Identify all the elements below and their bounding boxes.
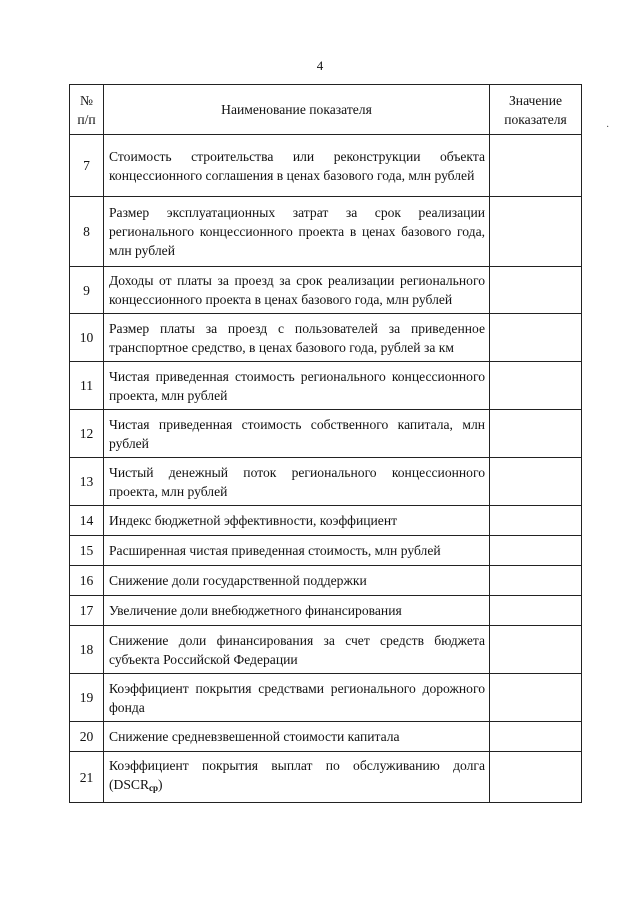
margin-mark: · [606, 122, 610, 133]
table-row [70, 674, 582, 722]
row-number: 19 [70, 674, 104, 722]
row-indicator-value [490, 458, 582, 506]
row-indicator-value [490, 506, 582, 536]
row-indicator-value [490, 267, 582, 314]
row-number: 7 [70, 135, 104, 197]
row-indicator-name: Снижение доли финансирования за счет средств бюджета субъекта Российской Федерации [104, 626, 490, 674]
header-indicator-value: Значение показателя [490, 85, 582, 135]
row-indicator-value [490, 135, 582, 197]
row-number: 13 [70, 458, 104, 506]
table-row [70, 722, 582, 752]
row-indicator-name: Индекс бюджетной эффективности, коэффициент [104, 506, 490, 536]
row-number: 12 [70, 410, 104, 458]
page-number: 4 [316, 58, 324, 73]
table-row [70, 314, 582, 362]
row-indicator-name: Коэффициент покрытия средствами регионального дорожного фонда [104, 674, 490, 722]
table-row [70, 596, 582, 626]
row-indicator-name: Чистый денежный поток регионального концессионного проекта, млн рублей [104, 458, 490, 506]
table-row [70, 536, 582, 566]
table-header-row [70, 85, 582, 135]
table-row [70, 197, 582, 267]
row-indicator-name: Размер платы за проезд с пользователей за приведенное транспортное средство, в ценах базового года, рублей за км [104, 314, 490, 362]
row-indicator-name: Расширенная чистая приведенная стоимость, млн рублей [104, 536, 490, 566]
indicators-table [69, 84, 582, 803]
row-number: 18 [70, 626, 104, 674]
row-number: 17 [70, 596, 104, 626]
row-indicator-value [490, 752, 582, 803]
dscr-subscript: ср [149, 783, 159, 793]
table-row [70, 626, 582, 674]
row-number: 15 [70, 536, 104, 566]
table-row [70, 506, 582, 536]
row-number: 21 [70, 752, 104, 803]
row-number: 14 [70, 506, 104, 536]
row-indicator-value [490, 197, 582, 267]
row-number: 10 [70, 314, 104, 362]
table-row [70, 135, 582, 197]
row-indicator-value [490, 722, 582, 752]
row-number: 11 [70, 362, 104, 410]
table-row [70, 362, 582, 410]
table-row [70, 566, 582, 596]
row-indicator-name: Увеличение доли внебюджетного финансирования [104, 596, 490, 626]
row-indicator-value [490, 566, 582, 596]
row-indicator-name: Доходы от платы за проезд за срок реализации регионального концессионного проекта в ценах базового года, млн рублей [104, 267, 490, 314]
row-indicator-name: Размер эксплуатационных затрат за срок реализации регионального концессионного проекта в ценах базового года, млн рублей [104, 197, 490, 267]
table-row [70, 752, 582, 803]
row-number: 9 [70, 267, 104, 314]
row-indicator-value [490, 596, 582, 626]
row-indicator-name: Снижение средневзвешенной стоимости капитала [104, 722, 490, 752]
table-row [70, 267, 582, 314]
row-number: 16 [70, 566, 104, 596]
header-number: № п/п [70, 85, 104, 135]
row-indicator-name: Снижение доли государственной поддержки [104, 566, 490, 596]
row-indicator-name: Чистая приведенная стоимость собственного капитала, млн рублей [104, 410, 490, 458]
row-indicator-name: Стоимость строительства или реконструкции объекта концессионного соглашения в ценах базового года, млн рублей [104, 135, 490, 197]
row-indicator-value [490, 410, 582, 458]
row-indicator-value [490, 674, 582, 722]
row-indicator-value [490, 362, 582, 410]
row-number: 8 [70, 197, 104, 267]
row-indicator-value [490, 626, 582, 674]
row-number: 20 [70, 722, 104, 752]
row-indicator-name: Коэффициент покрытия выплат по обслуживанию долга $(DSCR_{ср})$ [104, 752, 490, 803]
row-indicator-name: Чистая приведенная стоимость регионального концессионного проекта, млн рублей [104, 362, 490, 410]
header-indicator-name: Наименование показателя [104, 85, 490, 135]
table-row [70, 410, 582, 458]
row-indicator-value [490, 536, 582, 566]
row-indicator-value [490, 314, 582, 362]
table-row [70, 458, 582, 506]
